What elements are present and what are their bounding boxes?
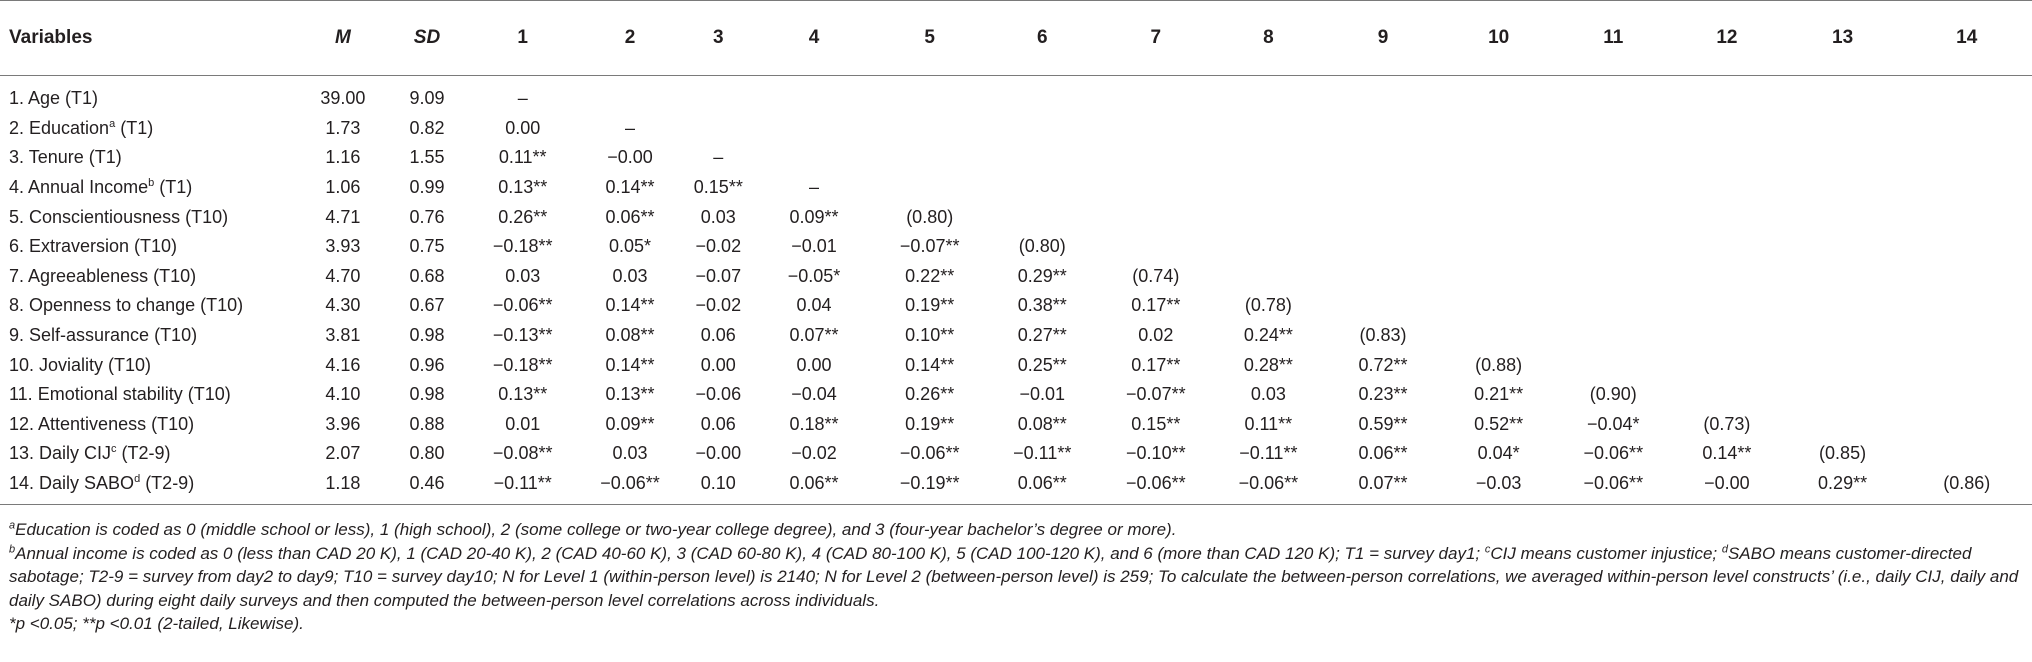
note-a-marker: a [9, 519, 16, 532]
variable-label: 11. Emotional stability (T10) [9, 384, 231, 405]
correlation-cell: −0.06** [1557, 469, 1671, 505]
variable-time-label: (T1) [154, 177, 193, 198]
correlation-cell [1325, 114, 1441, 144]
sd-cell: 0.67 [409, 295, 445, 316]
correlation-cell: 0.03 [612, 443, 648, 464]
correlation-cell [1441, 143, 1557, 173]
note-d-text: SABO means customer-directed sabotage; T2-9 = survey from day2 to day9; T10 = survey day10; N for Level 1 (within-person level) is 2140; N for Level 2 (between-person level) is 259; To calculate the between-person correlations, we averaged within-person level constructs’ (i.e., daily CIJ, daily and daily SABO) during eight daily surveys and then computed the between-person level correlations across individuals. [9, 543, 2019, 610]
sd-cell: 0.68 [409, 265, 445, 286]
note-c-marker: c [1484, 542, 1491, 555]
correlation-cell [1784, 410, 1902, 440]
correlation-cell: 0.13** [498, 177, 548, 198]
correlation-cell: 0.06** [1358, 443, 1408, 464]
correlation-cell: −0.06** [1583, 443, 1644, 464]
correlation-cell: −0.11** [1013, 443, 1072, 464]
correlation-cell: −0.02 [695, 295, 742, 316]
correlation-cell [1100, 114, 1211, 144]
note-b-marker: b [9, 542, 16, 555]
variable-label-text: 4. Annual Income [9, 177, 149, 198]
header-m: M [301, 1, 385, 76]
variable-label-text: 2. Education [9, 117, 110, 138]
correlation-cell [1901, 350, 2032, 380]
correlation-cell: −0.07** [1126, 384, 1186, 405]
correlation-cell [984, 202, 1100, 232]
correlation-cell: 0.03 [700, 206, 736, 227]
footnote-marker: c [111, 443, 117, 456]
header-8: 8 [1212, 1, 1326, 76]
correlation-cell [1441, 291, 1557, 321]
correlation-cell: 0.07** [789, 325, 839, 346]
correlation-cell [1325, 76, 1441, 114]
sd-cell: 0.96 [409, 354, 445, 375]
correlation-cell: 0.08** [605, 325, 655, 346]
correlation-cell [1670, 76, 1784, 114]
correlation-cell [1901, 76, 2032, 114]
table-row [0, 114, 2032, 144]
variable-label [0, 114, 301, 144]
correlation-cell: −0.06** [1100, 469, 1211, 505]
correlation-cell [1325, 262, 1441, 292]
correlation-cell: 0.19** [905, 413, 955, 434]
header-variables: Variables [0, 1, 301, 76]
sd-cell: 0.98 [409, 384, 445, 405]
correlation-cell [875, 173, 984, 203]
correlation-cell [1901, 291, 2032, 321]
table-row [0, 262, 2032, 292]
correlation-cell [1212, 232, 1326, 262]
correlation-cell [1100, 173, 1211, 203]
mean-cell: 1.73 [325, 117, 361, 138]
correlation-cell: 0.14** [905, 354, 955, 375]
correlation-cell: 0.38** [1017, 295, 1067, 316]
correlation-cell [1670, 262, 1784, 292]
correlation-cell: (0.88) [1475, 354, 1523, 375]
correlation-cell: 0.00 [505, 117, 541, 138]
correlation-cell [1212, 173, 1326, 203]
correlation-cell [684, 76, 753, 114]
correlation-cell [1784, 321, 1902, 351]
correlation-cell: (0.74) [1132, 265, 1180, 286]
correlation-cell: −0.00 [607, 147, 653, 168]
correlation-cell: 0.24** [1243, 325, 1293, 346]
correlation-cell: −0.06** [576, 469, 683, 505]
table-row [0, 380, 2032, 410]
correlation-cell [1212, 202, 1326, 232]
table-row [0, 321, 2032, 351]
header-10: 10 [1441, 1, 1557, 76]
correlation-cell [1670, 291, 1784, 321]
correlation-cell [1784, 143, 1902, 173]
correlation-cell [753, 76, 875, 114]
correlation-cell: −0.02 [695, 236, 742, 257]
table-body [0, 76, 2032, 505]
mean-cell: 3.93 [325, 236, 361, 257]
correlation-cell: −0.08** [492, 443, 553, 464]
mean-cell: 1.06 [325, 177, 361, 198]
correlation-cell [1212, 262, 1326, 292]
correlation-cell: (0.80) [906, 206, 954, 227]
sd-cell: 0.99 [409, 177, 445, 198]
correlation-cell [875, 114, 984, 144]
correlation-cell: 0.29** [1017, 265, 1067, 286]
correlation-cell [1557, 76, 1671, 114]
variable-label [0, 173, 301, 203]
correlation-cell [1441, 114, 1557, 144]
correlation-cell [1557, 291, 1671, 321]
correlation-cell [753, 114, 875, 144]
correlation-cell: 0.26** [498, 206, 548, 227]
correlation-cell: 0.11** [1244, 413, 1293, 434]
correlation-cell: 0.17** [1131, 354, 1181, 375]
correlation-cell: 0.25** [1017, 354, 1067, 375]
variable-time-label: (T1) [115, 117, 154, 138]
correlation-cell [875, 76, 984, 114]
correlation-cell [1901, 380, 2032, 410]
correlation-cell: 0.07** [1325, 469, 1441, 505]
table-row [0, 202, 2032, 232]
variable-label [0, 439, 301, 469]
mean-cell: 4.71 [325, 206, 361, 227]
correlation-cell [1441, 232, 1557, 262]
correlation-cell [1784, 232, 1902, 262]
correlation-cell [1441, 262, 1557, 292]
correlation-cell: −0.13** [492, 325, 553, 346]
mean-cell: 1.18 [301, 469, 385, 505]
correlation-cell [1901, 321, 2032, 351]
correlation-cell: −0.19** [875, 469, 984, 505]
correlation-cell: 0.14** [1702, 443, 1752, 464]
correlation-cell: −0.06** [899, 443, 960, 464]
correlation-cell: – [517, 88, 528, 109]
correlation-cell: −0.06** [492, 295, 553, 316]
correlation-cell: 0.04* [1477, 443, 1520, 464]
table-header-row [0, 1, 2032, 76]
correlation-cell: 0.06** [984, 469, 1100, 505]
correlation-cell: −0.03 [1441, 469, 1557, 505]
correlation-cell [1557, 350, 1671, 380]
mean-cell: 4.16 [325, 354, 361, 375]
correlation-cell [1670, 173, 1784, 203]
table-row [0, 410, 2032, 440]
correlation-cell [1784, 76, 1902, 114]
correlation-cell [753, 143, 875, 173]
correlation-cell: 0.11** [498, 147, 547, 168]
correlation-cell [1901, 262, 2032, 292]
correlation-cell [1784, 202, 1902, 232]
table-row [0, 291, 2032, 321]
correlation-cell: 0.26** [905, 384, 955, 405]
correlation-cell [1670, 321, 1784, 351]
correlation-cell: 0.06 [700, 325, 736, 346]
correlation-cell [1441, 173, 1557, 203]
correlation-cell: 0.59** [1358, 413, 1408, 434]
variable-label: 10. Joviality (T10) [9, 354, 152, 375]
header-13: 13 [1784, 1, 1902, 76]
header-2: 2 [576, 1, 683, 76]
correlation-cell [1325, 291, 1441, 321]
correlation-cell [1901, 439, 2032, 469]
correlation-cell: 0.14** [605, 177, 655, 198]
correlation-cell: −0.00 [1670, 469, 1784, 505]
mean-cell: 4.10 [325, 384, 361, 405]
correlation-cell: 0.14** [605, 295, 655, 316]
correlation-cell: (0.83) [1359, 325, 1407, 346]
correlation-cell [1100, 202, 1211, 232]
sd-cell: 0.82 [409, 117, 445, 138]
correlation-cell: 0.01 [505, 413, 541, 434]
variable-label: 7. Agreeableness (T10) [9, 265, 197, 286]
correlation-cell [984, 173, 1100, 203]
correlation-cell [1784, 291, 1902, 321]
header-14: 14 [1901, 1, 2032, 76]
correlation-cell [576, 76, 683, 114]
header-3: 3 [684, 1, 753, 76]
correlation-cell [1784, 350, 1902, 380]
header-9: 9 [1325, 1, 1441, 76]
table-row [0, 143, 2032, 173]
correlation-cell [1557, 232, 1671, 262]
correlation-cell: (0.73) [1703, 413, 1751, 434]
correlation-cell: −0.04* [1587, 413, 1640, 434]
correlation-cell [984, 76, 1100, 114]
footnote-marker: b [148, 177, 155, 190]
header-12: 12 [1670, 1, 1784, 76]
variable-label: 3. Tenure (T1) [9, 147, 122, 168]
correlation-cell: 0.09** [605, 413, 655, 434]
correlation-cell: (0.78) [1244, 295, 1292, 316]
header-4: 4 [753, 1, 875, 76]
correlation-cell [1670, 380, 1784, 410]
correlation-cell: −0.00 [695, 443, 742, 464]
correlation-cell [1325, 232, 1441, 262]
correlation-cell: −0.01 [1019, 384, 1065, 405]
correlation-cell: 0.21** [1474, 384, 1524, 405]
variable-label: 12. Attentiveness (T10) [9, 413, 195, 434]
correlation-cell [1212, 143, 1326, 173]
mean-cell: 3.81 [325, 325, 361, 346]
variable-label-text: 13. Daily CIJ [9, 443, 112, 464]
correlation-cell [1325, 173, 1441, 203]
correlation-cell: 0.06** [753, 469, 875, 505]
correlation-cell: −0.11** [1239, 443, 1298, 464]
correlation-cell: −0.07** [899, 236, 960, 257]
correlation-cell: 0.03 [505, 265, 541, 286]
header-1: 1 [469, 1, 576, 76]
variable-label: 5. Conscientiousness (T10) [9, 206, 229, 227]
correlation-cell: 0.52** [1474, 413, 1524, 434]
correlation-cell: 0.72** [1358, 354, 1408, 375]
correlation-cell: (0.85) [1819, 443, 1867, 464]
correlation-cell: 0.15** [1131, 413, 1181, 434]
correlation-cell [1100, 143, 1211, 173]
sd-cell: 9.09 [409, 88, 445, 109]
correlation-cell: (0.80) [1018, 236, 1066, 257]
variable-label: 9. Self-assurance (T10) [9, 325, 198, 346]
correlation-cell: 0.00 [700, 354, 736, 375]
correlation-cell [1212, 76, 1326, 114]
correlation-cell [1100, 232, 1211, 262]
correlation-cell: 0.05* [608, 236, 651, 257]
note-b-text: Annual income is coded as 0 (less than CAD 20 K), 1 (CAD 20-40 K), 2 (CAD 40-60 K), 3 (CAD 60-80 K), 4 (CAD 80-100 K), 5 (CAD 100-120 K), and 6 (more than CAD 120 K); T1 = survey day1; [15, 543, 1485, 563]
note-c-text: CIJ means customer injustice; [1490, 543, 1722, 563]
correlation-cell: 0.22** [905, 265, 955, 286]
table-row [0, 350, 2032, 380]
correlation-cell: −0.10** [1126, 443, 1186, 464]
note-d-marker: d [1721, 542, 1728, 555]
sd-cell: 0.75 [409, 236, 445, 257]
sd-cell: 0.98 [409, 325, 445, 346]
correlation-cell: −0.01 [791, 236, 837, 257]
correlation-cell [1100, 76, 1211, 114]
variable-label [0, 469, 301, 505]
variable-label: 6. Extraversion (T10) [9, 236, 178, 257]
variable-label: 8. Openness to change (T10) [9, 295, 244, 316]
footnote-marker: d [134, 473, 141, 486]
correlation-cell [1901, 202, 2032, 232]
correlation-cell: 0.13** [498, 384, 548, 405]
correlation-cell [684, 114, 753, 144]
table-row [0, 439, 2032, 469]
correlation-cell [1557, 321, 1671, 351]
correlation-cell [1784, 380, 1902, 410]
sd-cell: 0.80 [409, 443, 445, 464]
correlation-cell: – [624, 117, 635, 138]
correlation-cell [875, 143, 984, 173]
correlation-cell: 0.18** [789, 413, 839, 434]
mean-cell: 4.70 [325, 265, 361, 286]
correlation-cell [1901, 143, 2032, 173]
correlation-cell: −0.11** [469, 469, 576, 505]
correlation-cell: 0.04 [796, 295, 832, 316]
mean-cell: 1.16 [325, 147, 361, 168]
correlation-cell: 0.14** [605, 354, 655, 375]
correlation-cell: – [809, 177, 820, 198]
correlation-cell [1784, 114, 1902, 144]
table-row [0, 76, 2032, 114]
correlation-cell [1557, 262, 1671, 292]
mean-cell: 39.00 [320, 88, 366, 109]
correlation-cell [1670, 202, 1784, 232]
table-row [0, 469, 2032, 505]
correlation-cell: 0.03 [612, 265, 648, 286]
correlation-cell [1557, 173, 1671, 203]
correlation-cell: 0.06 [700, 413, 736, 434]
correlation-cell: 0.15** [693, 177, 743, 198]
table-notes [9, 518, 2024, 636]
correlation-cell: −0.02 [791, 443, 837, 464]
correlation-cell [1670, 143, 1784, 173]
correlation-cell [984, 143, 1100, 173]
correlation-cell: 0.00 [796, 354, 832, 375]
header-sd: SD [385, 1, 469, 76]
correlation-cell [1557, 143, 1671, 173]
sd-cell: 0.76 [409, 206, 445, 227]
note-a-text: Education is coded as 0 (middle school or less), 1 (high school), 2 (some college or two-year college degree), and 3 (four-year bachelor’s degree or more). [15, 520, 1177, 539]
correlation-cell: 0.03 [1250, 384, 1286, 405]
variable-time-label: (T2-9) [116, 443, 171, 464]
table-row [0, 232, 2032, 262]
correlation-cell: (0.86) [1901, 469, 2032, 505]
correlation-cell [1557, 114, 1671, 144]
sd-cell: 0.88 [409, 413, 445, 434]
header-7: 7 [1100, 1, 1211, 76]
correlation-cell [1901, 232, 2032, 262]
correlation-cell: 0.09** [789, 206, 839, 227]
correlation-cell: – [713, 147, 724, 168]
correlation-cell: 0.29** [1784, 469, 1902, 505]
correlation-cell: −0.06** [1212, 469, 1326, 505]
correlation-cell [1670, 232, 1784, 262]
correlation-cell [1901, 114, 2032, 144]
correlation-cell: 0.13** [605, 384, 655, 405]
correlation-cell: 0.17** [1131, 295, 1181, 316]
mean-cell: 3.96 [325, 413, 361, 434]
correlation-cell [1441, 76, 1557, 114]
sd-cell: 1.55 [409, 147, 445, 168]
correlation-cell: 0.27** [1017, 325, 1067, 346]
correlation-cell: −0.18** [492, 354, 553, 375]
correlation-cell: −0.06 [695, 384, 742, 405]
note-a [9, 518, 2024, 542]
correlation-cell [1441, 321, 1557, 351]
variable-label: 1. Age (T1) [9, 88, 99, 109]
correlation-cell: 0.08** [1017, 413, 1067, 434]
sd-cell: 0.46 [385, 469, 469, 505]
correlation-cell: 0.28** [1243, 354, 1293, 375]
correlation-cell [1784, 173, 1902, 203]
correlation-cell: (0.90) [1589, 384, 1637, 405]
header-6: 6 [984, 1, 1100, 76]
mean-cell: 2.07 [325, 443, 361, 464]
variable-time-label: (T2-9) [140, 473, 195, 494]
correlation-cell: −0.18** [492, 236, 553, 257]
footnote-marker: a [109, 117, 116, 130]
table-row [0, 173, 2032, 203]
correlation-cell [1557, 202, 1671, 232]
correlation-cell: 0.10** [905, 325, 955, 346]
correlation-cell [1901, 173, 2032, 203]
correlation-cell [1441, 202, 1557, 232]
correlation-cell: 0.02 [1138, 325, 1174, 346]
correlation-cell: 0.19** [905, 295, 955, 316]
variable-label-text: 14. Daily SABO [9, 473, 135, 494]
correlation-cell: 0.23** [1358, 384, 1408, 405]
correlation-cell: 0.06** [605, 206, 655, 227]
note-significance: *p <0.05; **p <0.01 (2-tailed, Likewise). [9, 614, 304, 634]
note-b [9, 542, 2024, 613]
correlation-cell [1325, 202, 1441, 232]
correlation-cell: 0.10 [684, 469, 753, 505]
correlation-cell [1670, 350, 1784, 380]
header-5: 5 [875, 1, 984, 76]
mean-cell: 4.30 [325, 295, 361, 316]
correlation-cell [1670, 114, 1784, 144]
correlation-cell [1901, 410, 2032, 440]
correlation-cell: −0.04 [791, 384, 837, 405]
correlation-cell [984, 114, 1100, 144]
correlation-cell: −0.05* [787, 265, 841, 286]
header-11: 11 [1557, 1, 1671, 76]
correlation-cell: −0.07 [695, 265, 742, 286]
correlation-cell [1784, 262, 1902, 292]
correlation-cell [1325, 143, 1441, 173]
correlation-cell [1212, 114, 1326, 144]
